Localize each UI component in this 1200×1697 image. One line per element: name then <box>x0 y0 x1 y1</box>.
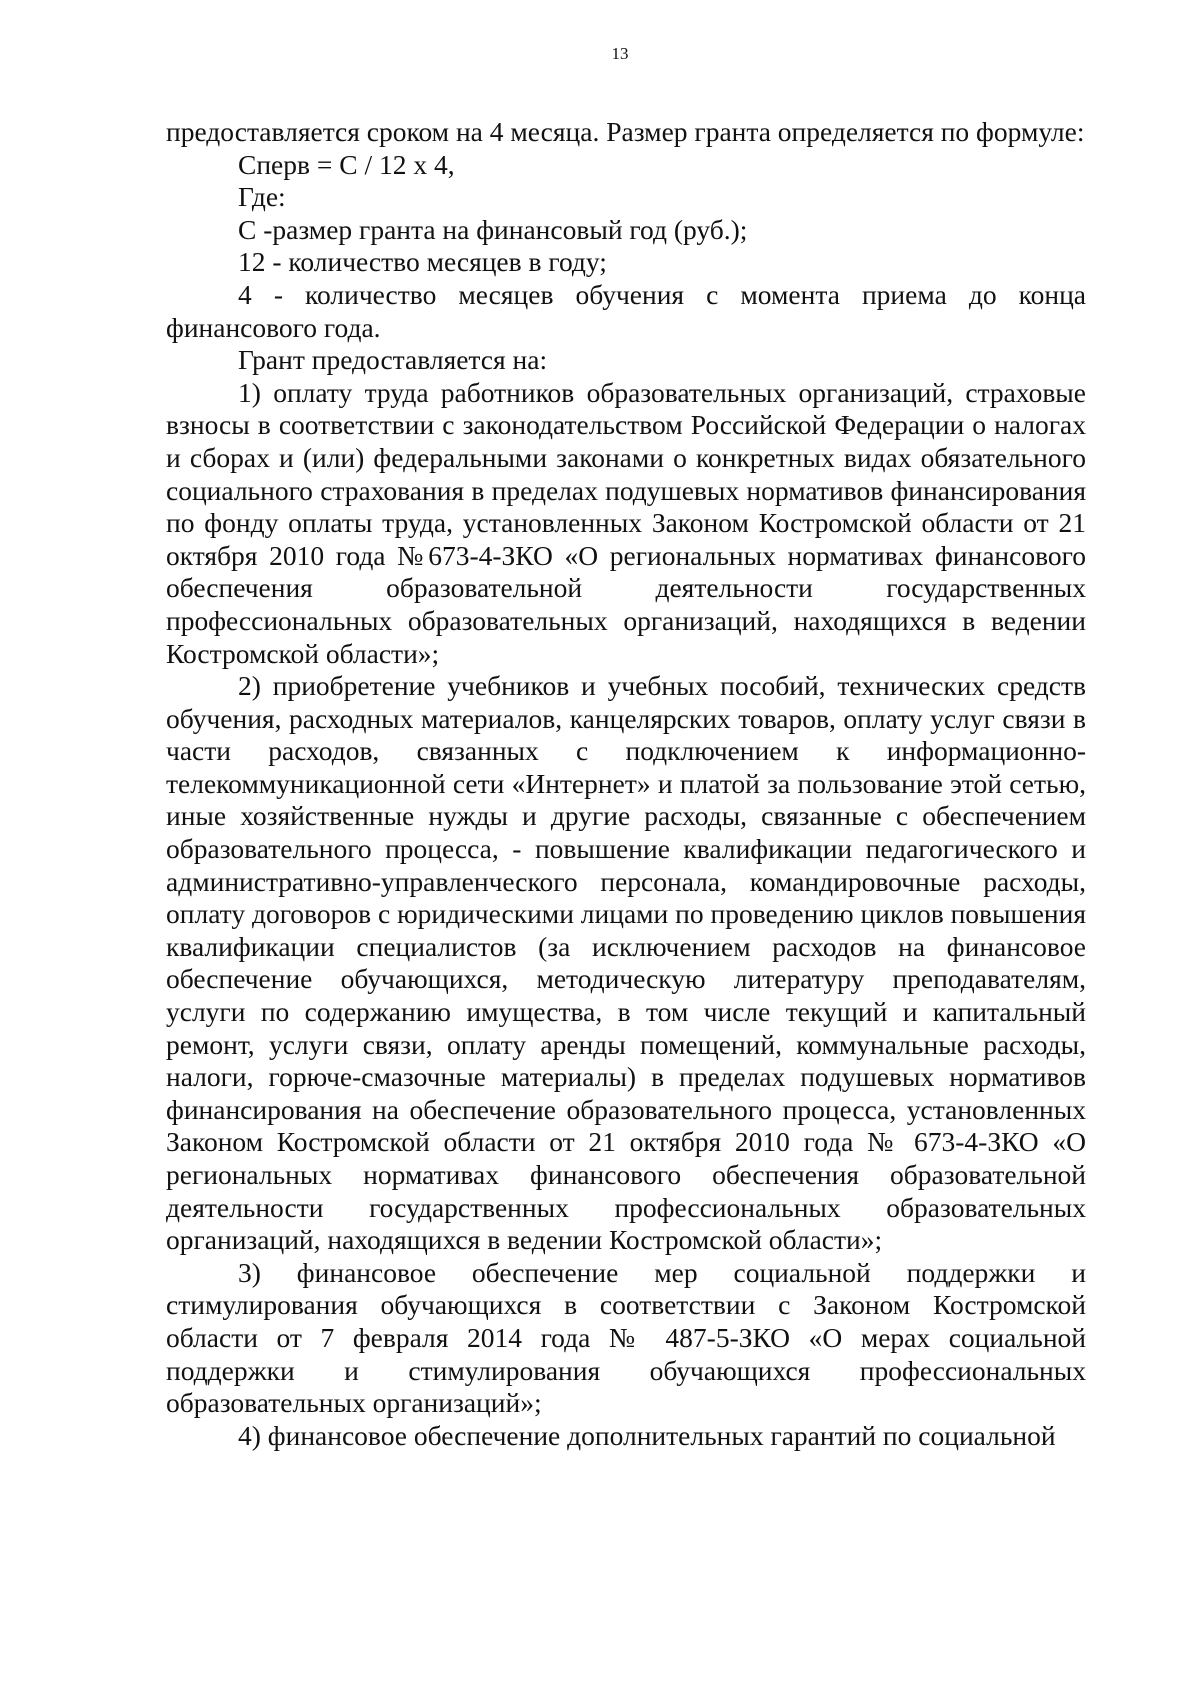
grant-purpose-item-3: 3) финансовое обеспечение мер социальной поддержки и стимулирования обучающихся в соответствии с Законом Костромской области от 7 февраля 2014 года № 487-5-ЗКО «О мерах социальной поддержки и стимулирования обучающихся профессиональных образовательных организаций»; <box>166 1256 1086 1419</box>
grant-purposes-heading: Грант предоставляется на: <box>238 344 548 376</box>
grant-purpose-item-4: 4) финансовое обеспечение дополнительных гарантий по социальной <box>238 1419 1056 1451</box>
formula-variable-c: С -размер гранта на финансовый год (руб.); <box>238 213 748 245</box>
formula: Сперв = С / 12 х 4, <box>238 148 455 180</box>
grant-purpose-item-1: 1) оплату труда работников образовательных организаций, страховые взносы в соответствии с законодательством Российской Федерации о налогах и сборах и (или) федеральными законами о конкретных видах обязательного социального страхования в пределах подушевых нормативов финансирования по фонду оплаты труда, установленных Законом Костромской области от 21 октября 2010 года №673-4-ЗКО «О региональных нормативах финансового обеспечения образовательной деятельности государственных профессиональных образовательных организаций, находящихся в ведении Костромской области»; <box>166 376 1086 669</box>
formula-where-label: Где: <box>238 181 286 213</box>
page-number: 13 <box>611 44 629 63</box>
paragraph-term-intro: предоставляется сроком на 4 месяца. Размер гранта определяется по формуле: <box>166 116 1085 147</box>
formula-variable-12: 12 - количество месяцев в году; <box>238 246 607 278</box>
document-body <box>166 116 1086 1452</box>
formula-variable-4: 4 - количество месяцев обучения с момента приема до конца финансового года. <box>166 278 1086 343</box>
grant-purpose-item-2: 2) приобретение учебников и учебных пособий, технических средств обучения, расходных материалов, канцелярских товаров, оплату услуг связи в части расходов, связанных с подключением к информационно-телекоммуникационной сети «Интернет» и платой за пользование этой сетью, иные хозяйственные нужды и другие расходы, связанные с обеспечением образовательного процесса, - повышение квалификации педагогического и административно-управленческого персонала, командировочные расходы, оплату договоров с юридическими лицами по проведению циклов повышения квалификации специалистов (за исключением расходов на финансовое обеспечение обучающихся, методическую литературу преподавателям, услуги по содержанию имущества, в том числе текущий и капитальный ремонт, услуги связи, оплату аренды помещений, коммунальные расходы, налоги, горюче-смазочные материалы) в пределах подушевых нормативов финансирования на обеспечение образовательного процесса, установленных Законом Костромской области от 21 октября 2010 года № 673-4-ЗКО «О региональных нормативах финансового обеспечения образовательной деятельности государственных профессиональных образовательных организаций, находящихся в ведении Костромской области»; <box>166 670 1086 1256</box>
